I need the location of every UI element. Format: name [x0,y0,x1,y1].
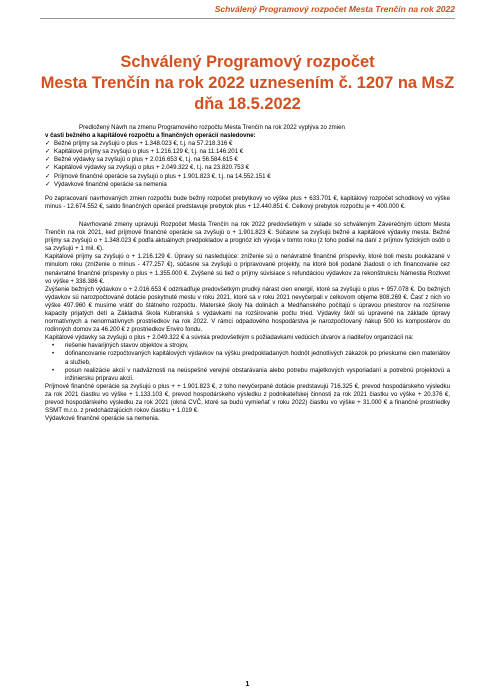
document-body [45,124,450,423]
paragraph-1: Navrhované zmeny upravujú Rozpočet Mesta Trenčín na rok 2022 predovšetkým v súlade so schváleným Záverečným účtom Mesta Trenčín na rok 2021, keď príjmové finančné operácie sa zvyšujú o + 1.901.823 €. Súčasne sa zvyšujú bežné a kapitálové výdavky mesta. Bežné príjmy sa zvyšujú o + 1.348.023 € podľa aktuálnych predpokladov a prognóz ich vývoja v tomto roku (z toho podiel na daní z príjmov fyzických osôb o sa zvyšujú + 1 mil. €). [45,220,450,253]
intro-text: Predložený Návrh na zmenu Programového rozpočtu Mesta Trenčín na rok 2022 vyplýva zo zmien [79,124,345,131]
document-title [30,52,465,115]
check-icon: ✓ [45,148,51,156]
check-icon: ✓ [45,156,51,164]
title-line-3: dňa 18.5.2022 [194,95,301,113]
bullet-item: • riešenie havarijných stavov objektov a strojov, [52,342,189,350]
checklist-item: ✓ Príjmové finančné operácie sa zvyšujú o plus + 1.901.823 €, t.j. na 14.552.151 € [45,172,271,180]
change-checklist [45,140,450,189]
page-number: 1 [245,681,250,688]
check-icon: ✓ [45,164,51,172]
title-line-1: Schválený Programový rozpočet [120,53,375,71]
paragraph-5: Príjmové finančné operácie sa zvyšujú o plus + + 1.901.823 €, z toho nevyčerpané dotácie predstavujú 716.325 €, prevod hospodárskeho výsledku za rok 2021 čiastku vo výške + 1.133.103 €, prevod hospodárskeho výsledku z podnikateľskej činnosti za rok 2021 čiastku vo výške + 20.376 €, prevod hospodárskeho výsledku za rok 2021 (okná CVČ, ktoré sa budú vymieňať v roku 2022) čiastku vo výške + 31.000 € a finančné prostriedky SSMT m.r.o. z predchádzajúcich rokov čiastku + 1.019 €. [45,382,450,415]
checklist-item: ✓ Kapitálové výdavky sa zvyšujú o plus + 2.049.322 €, t.j. na 23.820.753 € [45,164,249,172]
checklist-item: ✓ Bežné príjmy sa zvyšujú o plus + 1.348.023 €, t.j. na 57.218.316 € [45,140,233,148]
bullet-item: • posun realizácie akcií v nadväznosti na neúspešné verejné obstarávania alebo potrebu majetkových vysporiadaní a potrebnú projektovú a inžiniersku prípravu akcií. [52,366,450,382]
bullet-icon: • [52,366,55,374]
title-line-2: Mesta Trenčín na rok 2022 uznesením č. 1207 na MsZ [40,74,455,92]
checklist-item: ✓ Výdavkové finančné operácie sa nemenia [45,180,167,188]
header-divider [40,18,455,19]
checklist-item: ✓ Bežné výdavky sa zvyšujú o plus + 2.016.653 €, t.j. na 56.584.615 € [45,156,238,164]
paragraph-6: Výdavkové finančné operácie sa nemenia. [45,415,160,423]
intro-text-bold: v časti bežného a kapitálové rozpočtu a finančných operácií nasledovne: [45,132,256,140]
paragraph-2: Kapitálové príjmy sa zvyšujú o + 1.216.129 €. Úpravy sú nasledujúce: zníženie sú o nenávratné finančné príspevky, ktoré boli mestu poukázané v minulom roku (zníženie o mínus - 477.257 €), súčasne sa zvyšujú o pripravované projekty, na ktoré boli podané žiadosti o ich financovanie cez nenávratné finančné príspevky o plus + 1.355.000 €. Zvýšené sú tiež o príjmy súvisiace s refundáciou výdavkov za rekonštrukciu Námestia Rozkvet vo výške + 338.386 €. [45,253,450,285]
checklist-item: ✓ Kapitálové príjmy sa zvyšujú o plus + 1.216.129 €, t.j. na 11.146.201 € [45,148,244,156]
check-icon: ✓ [45,180,51,188]
summary-paragraph: Po zapracovaní navrhovaných zmien rozpočtu bude bežný rozpočet prebytkový vo výške plus + 633.701 €, kapitálový rozpočet schodkový vo výške mínus - 12.674.552 €, saldo finančných operácií predstavuje prebytok plus + 12.440.851 €. Celkový prebytok rozpočtu je + 400.000 €. [45,194,450,210]
paragraph-3: Zvýšenie bežných výdavkov o + 2.016.653 € odzrkadľuje predovšetkým prudký nárast cien energií, ktoré sa zvyšujú o plus + 957.078 €. Do bežných výdavkov sú narozpočtované dotácie poskytnuté mestu v roku 2021, ktoré sa v roku 2021 nevyčerpali v celkovom objeme 808.269 €. Časť z nich vo výške 497.960 € musíme vrátiť do štátneho rozpočtu. Materské školy Na dolinách a Medňanského počítajú s úpravou priestorov na rozšírenie kapacity prijatých detí a Základná škola Kubranská s výdavkami na rozširovanie počtu tried. Výdavky škôl sú upravené na základe úpravy normatívnych a nenormatívnych prostriedkov na rok 2022. V rámci odpadového hospodárstva je narozpočtovaný nákup 500 ks kompostérov do rodinných domov za 46.200 € z prostriedkov Enviro fondu. [45,285,450,334]
bullet-icon: • [52,350,55,358]
check-icon: ✓ [45,140,51,148]
running-header: Schválený Programový rozpočet Mesta Trenčín na rok 2022 [214,4,455,14]
bullet-list [45,342,450,382]
intro-paragraph [45,124,450,140]
bullet-icon: • [52,342,55,350]
paragraph-4: Kapitálové výdavky sa zvyšujú o plus + 2.049.322 € a súvisia predovšetkým s požiadavkami vedúcich útvarov a riaditeľov organizácií na: [45,334,414,342]
check-icon: ✓ [45,172,51,180]
bullet-item: • dofinancovanie rozpočtovaných kapitálových výdavkov na výšku predpokladaných hodnôt jednotlivých zákazok po prieskume cien materiálov a služieb, [52,350,450,366]
